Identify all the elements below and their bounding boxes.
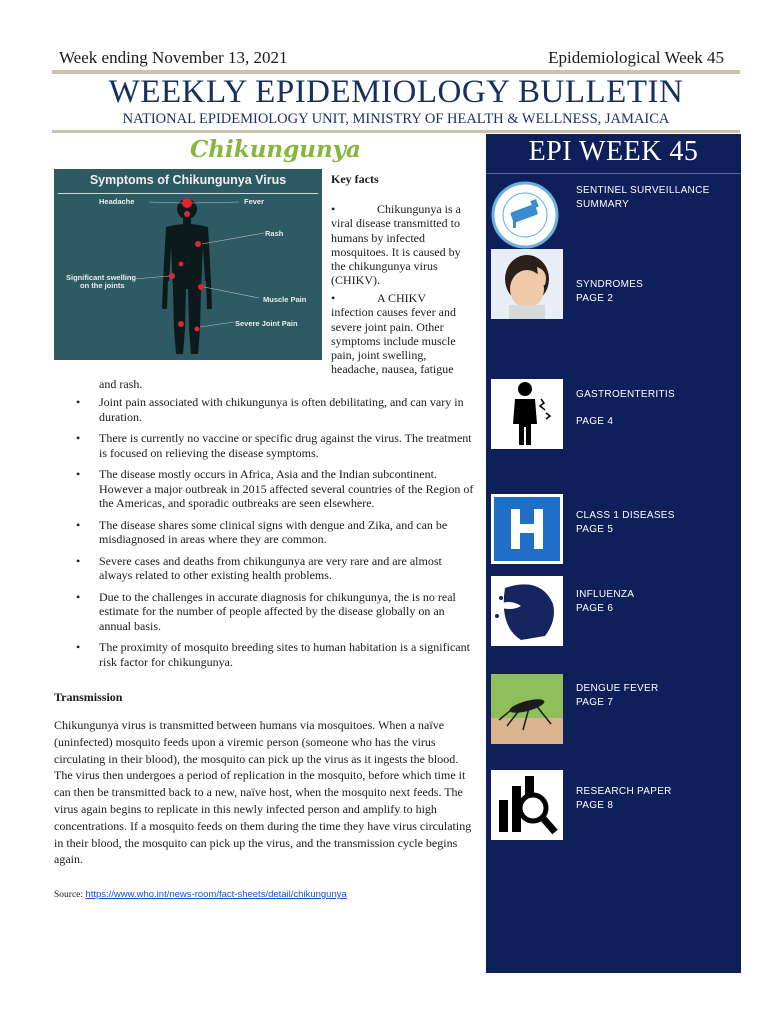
kf1-line: Chikungunya is a — [377, 202, 461, 216]
symptoms-infographic — [54, 169, 322, 360]
sidebar-item-research[interactable] — [576, 785, 672, 812]
kf1-line: humans by infected — [331, 230, 425, 245]
kf2-line: severe joint pain. Other — [331, 319, 444, 334]
label-swelling-1: Significant swelling — [66, 273, 137, 282]
epi-week-label: Epidemiological Week 45 — [548, 48, 724, 67]
sidebar-item-gastroenteritis[interactable] — [576, 388, 675, 428]
list-item: • The disease shares some clinical signs with dengue and Zika, and can be misdiagnosed in areas where they are common. — [76, 518, 478, 547]
label-muscle-pain: Muscle Pain — [263, 295, 307, 304]
kf2-line: symptoms include muscle — [331, 333, 456, 348]
list-item: • The proximity of mosquito breeding sites to human habitation is a significant risk factor for chikungunya. — [76, 640, 478, 669]
kf2-line: headache, nausea, fatigue — [331, 362, 454, 377]
list-item: • There is currently no vaccine or specific drug against the virus. The treatment is focused on relieving the disease symptoms. — [76, 431, 478, 460]
kf2-line: infection causes fever and — [331, 305, 456, 320]
sidebar-item-class1[interactable] — [576, 509, 675, 536]
kf1-line: (CHIKV). — [331, 273, 380, 288]
week-ending: Week ending November 13, 2021 — [59, 48, 288, 67]
sidebar-item-label: GASTROENTERITIS — [576, 389, 675, 400]
list-item: • Due to the challenges in accurate diagnosis for chikungunya, the is no real estimate for the number of people affected by the disease globally on an annual basis. — [76, 590, 478, 634]
sick-child-icon — [491, 249, 563, 319]
key-fact-2: • A CHIKV infection causes fever and severe joint pain. Other symptoms include muscle pain, joint swelling, headache, nausea, fatigue — [331, 291, 473, 377]
kf2-line: A CHIKV — [377, 291, 427, 305]
transmission-heading: Transmission — [54, 690, 123, 704]
sidebar-item-page: PAGE 7 — [576, 696, 614, 708]
sidebar-item-page: PAGE 2 — [576, 292, 614, 304]
sidebar-item-label: SENTINEL SURVEILLANCE — [576, 185, 710, 196]
sidebar-item-influenza[interactable] — [576, 588, 634, 615]
sidebar-item-sentinel[interactable] — [576, 184, 710, 211]
label-rash: Rash — [265, 229, 284, 238]
label-joint-pain: Severe Joint Pain — [235, 319, 298, 328]
infographic-title: Symptoms of Chikungunya Virus — [89, 173, 287, 187]
sentinel-surveillance-icon — [491, 180, 563, 250]
sidebar-item-page: PAGE 6 — [576, 602, 614, 614]
mosquito-icon — [491, 674, 563, 744]
key-facts-heading: Key facts — [331, 172, 379, 186]
subtitle-divider — [52, 130, 740, 133]
research-magnifier-icon — [491, 770, 563, 840]
kf1-line: mosquitoes. It is caused by — [331, 244, 461, 259]
transmission-body: Chikungunya virus is transmitted between humans via mosquitoes. When a naïve (uninfected) mosquito feeds upon a viremic person (someone who has the virus circulating in their blood), the mosquito can pick up the virus as it ingests the blood. The virus then undergoes a period of replication in the mosquito, before which time it can then be transmitted back to a new, naïve host, when the mosquito next feeds. The virus again begins to replicate in this newly infected person and amplify to high concentrations. If a mosquito feeds on them during the time they have virus circulating in their blood, the mosquito can pick up the virus, and the transmission cycle begins again. — [54, 718, 472, 867]
source-label: Source: — [54, 890, 86, 900]
sidebar-item-dengue[interactable] — [576, 682, 659, 709]
key-fact-2-continued: and rash. — [99, 377, 143, 391]
sidebar-item-label: RESEARCH PAPER — [576, 786, 672, 797]
source-line — [54, 889, 347, 900]
bulletin-subtitle: NATIONAL EPIDEMIOLOGY UNIT, MINISTRY OF HEALTH & WELLNESS, JAMAICA — [122, 111, 670, 127]
sidebar-item-page: PAGE 5 — [576, 523, 614, 535]
article-title: Chikungunya — [190, 136, 361, 163]
sidebar-item-syndromes[interactable] — [576, 278, 643, 305]
sidebar-title-divider — [486, 173, 741, 174]
sidebar-item-label: DENGUE FEVER — [576, 683, 659, 694]
sidebar-item-page: PAGE 8 — [576, 799, 614, 811]
bulletin-title: WEEKLY EPIDEMIOLOGY BULLETIN — [108, 74, 684, 110]
sidebar-item-label: SYNDROMES — [576, 279, 644, 290]
sidebar-item-page: PAGE 4 — [576, 415, 614, 427]
hospital-h-icon — [491, 494, 563, 564]
sidebar-item-label: CLASS 1 DISEASES — [576, 510, 675, 521]
kf1-line: the chikungunya virus — [331, 259, 438, 274]
kf2-line: pain, joint swelling, — [331, 348, 427, 363]
sneeze-icon — [491, 576, 563, 646]
label-headache: Headache — [99, 197, 135, 206]
infographic-title-underline — [58, 193, 318, 194]
key-fact-1: • Chikungunya is a viral disease transmitted to humans by infected mosquitoes. It is caused by the chikungunya virus (CHIKV). — [331, 202, 473, 288]
list-item: • Severe cases and deaths from chikungunya are very rare and are almost always related to other existing health problems. — [76, 554, 478, 583]
source-link[interactable]: https://www.who.int/news-room/fact-sheets/detail/chikungunya — [85, 889, 347, 900]
kf1-line: viral disease transmitted to — [331, 216, 460, 231]
list-item: • Joint pain associated with chikungunya is often debilitating, and can vary in duration. — [76, 395, 478, 424]
sidebar-contents — [486, 134, 741, 973]
stomach-ache-icon — [491, 379, 563, 449]
label-swelling-2: on the joints — [80, 281, 125, 290]
label-fever: Fever — [244, 197, 265, 206]
key-facts-list — [76, 395, 478, 676]
sidebar-item-label: INFLUENZA — [576, 589, 635, 600]
sidebar-item-page: SUMMARY — [576, 198, 630, 210]
body-silhouette-icon — [54, 169, 322, 360]
list-item: • The disease mostly occurs in Africa, Asia and the Indian subcontinent. However a major outbreak in 2015 affected several countries of the Region of the Americas, and sporadic outbreaks are seen elsewhere. — [76, 467, 478, 511]
sidebar-title: EPI WEEK 45 — [528, 136, 699, 167]
